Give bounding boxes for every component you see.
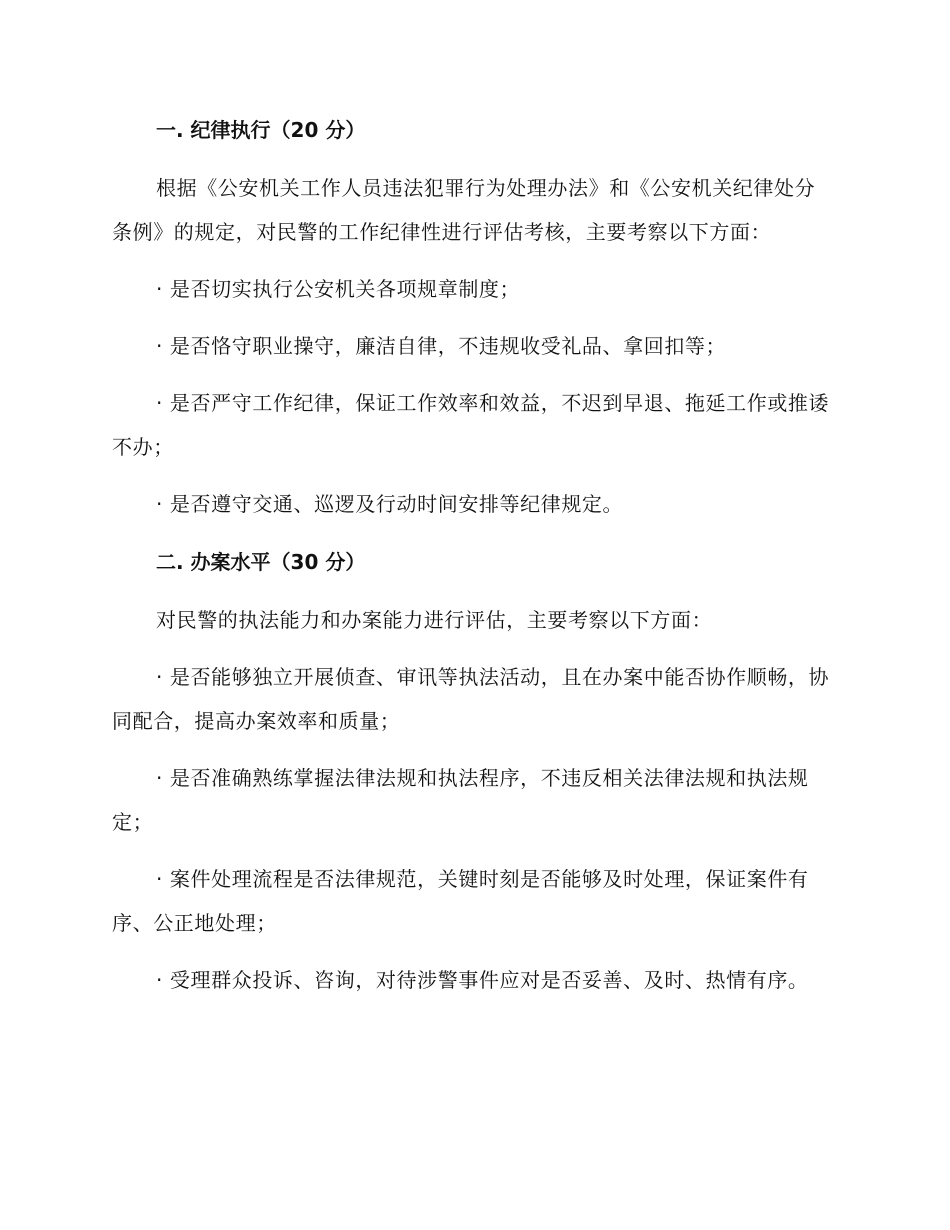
section-intro-case-handling: 对民警的执法能力和办案能力进行评估，主要考察以下方面： [156, 608, 713, 632]
bullet-item: · 是否恪守职业操守，廉洁自律，不违规收受礼品、拿回扣等； [156, 334, 727, 358]
bullet-item: · 是否能够独立开展侦查、审讯等执法活动，且在办案中能否协作顺畅，协同配合，提高办案效率和质量； [112, 665, 830, 733]
bullet-item: · 是否切实执行公安机关各项规章制度； [156, 277, 521, 301]
section-intro-discipline: 根据《公安机关工作人员违法犯罪行为处理办法》和《公安机关纪律处分条例》的规定，对民警的工作纪律性进行评估考核，主要考察以下方面： [112, 176, 816, 244]
section-heading-case-handling: 二. 办案水平（30 分） [156, 550, 366, 574]
bullet-item: · 是否准确熟练掌握法律法规和执法程序，不违反相关法律法规和执法规定； [112, 766, 809, 834]
bullet-item: · 案件处理流程是否法律规范，关键时刻是否能够及时处理，保证案件有序、公正地处理； [112, 867, 809, 935]
document-body [112, 108, 832, 1002]
section-heading-discipline: 一. 纪律执行（20 分） [156, 118, 366, 142]
bullet-item: · 是否遵守交通、巡逻及行动时间安排等纪律规定。 [156, 492, 624, 516]
bullet-item: · 受理群众投诉、咨询，对待涉警事件应对是否妥善、及时、热情有序。 [156, 968, 809, 992]
bullet-item: · 是否严守工作纪律，保证工作效率和效益，不迟到早退、拖延工作或推诿不办； [112, 391, 830, 459]
